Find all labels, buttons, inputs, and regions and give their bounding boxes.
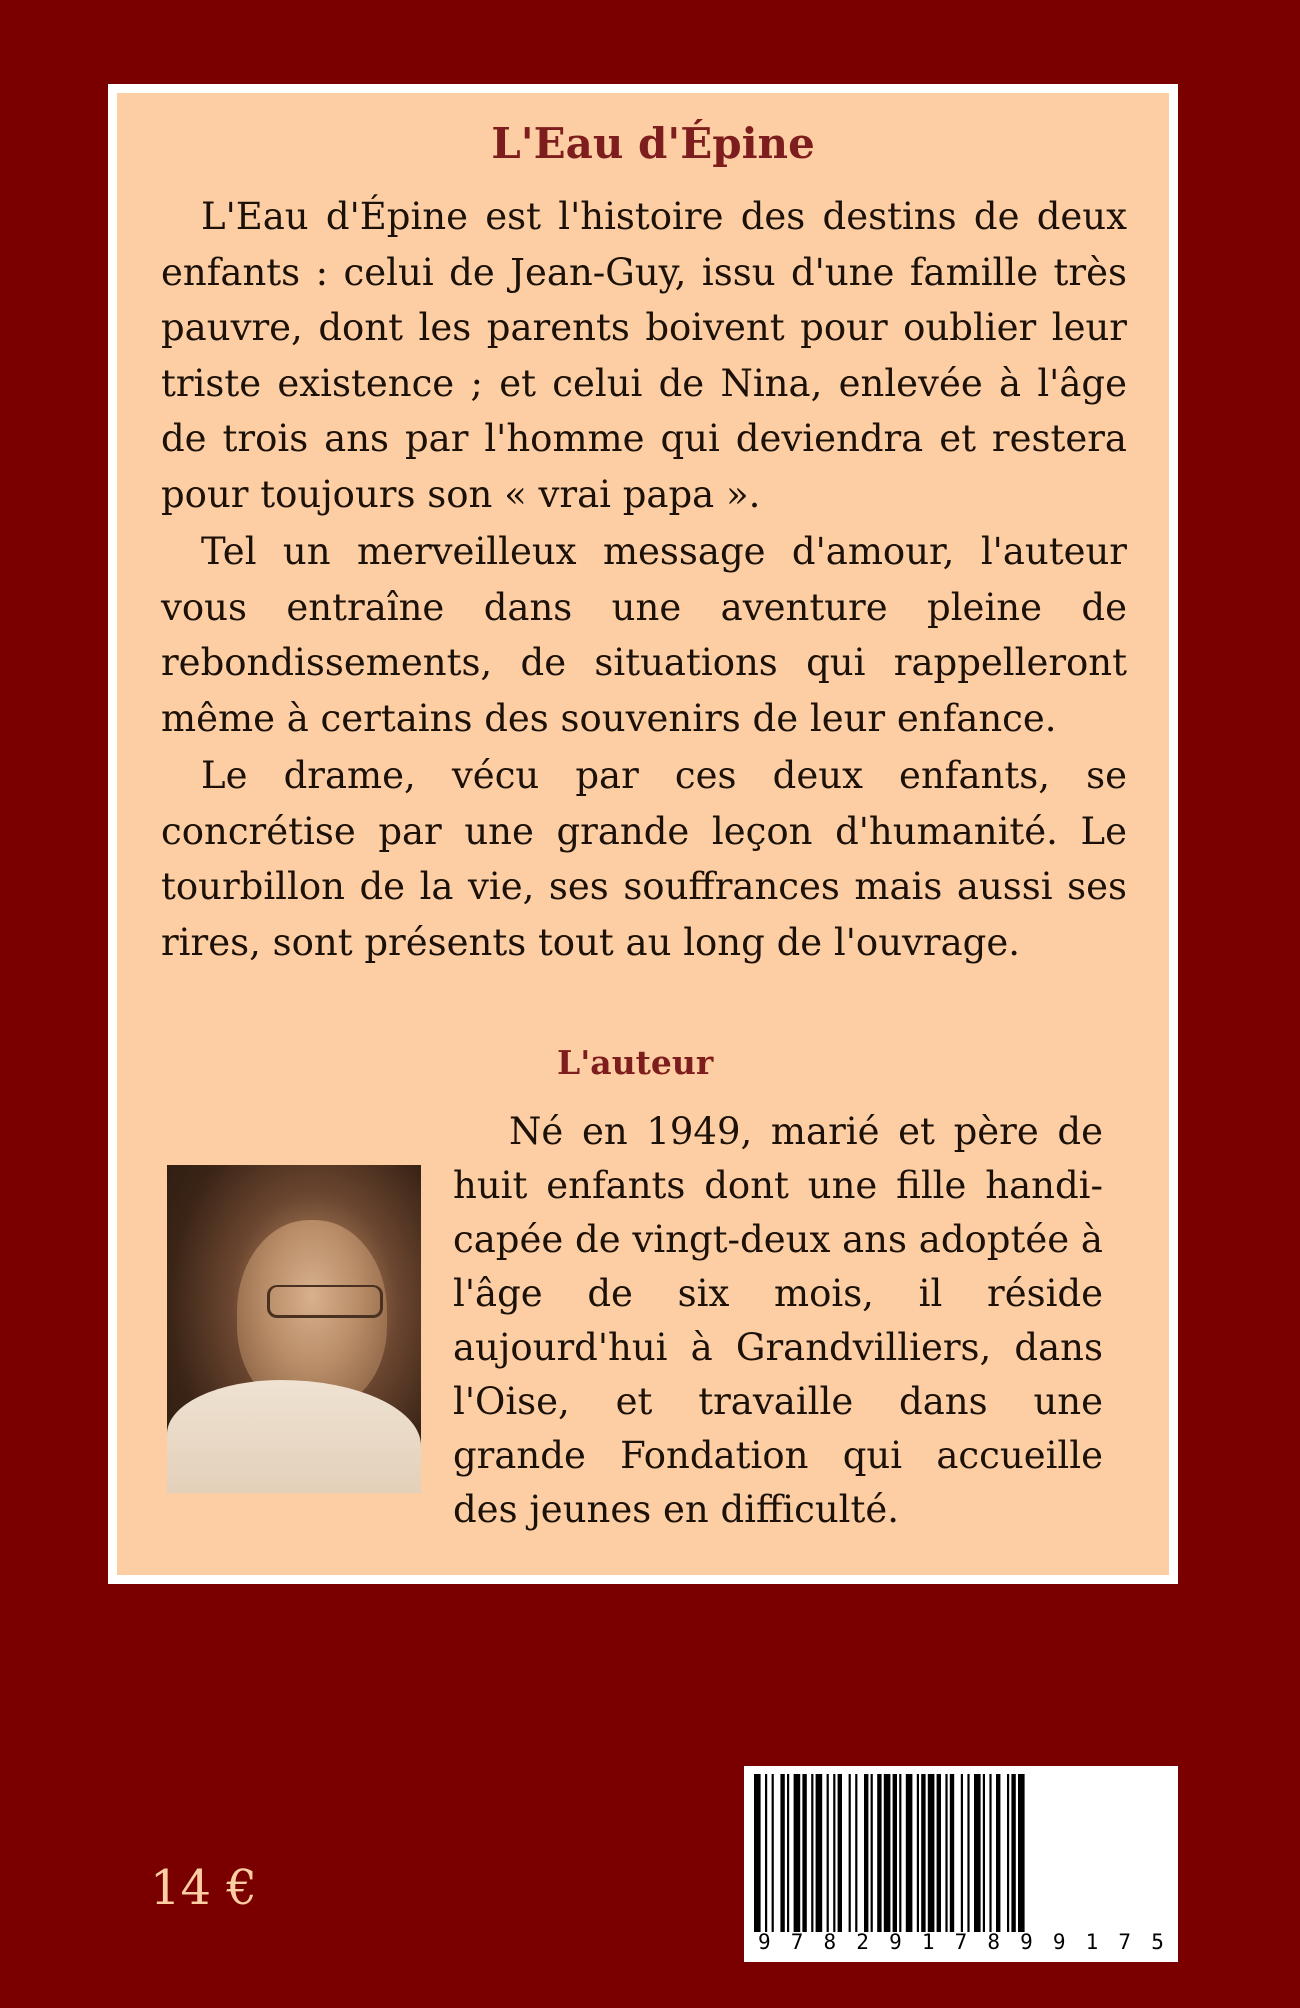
barcode-bar	[928, 1774, 935, 1932]
barcode-bar	[950, 1774, 954, 1932]
barcode-bar	[917, 1774, 919, 1932]
barcode-digit: 9	[889, 1930, 902, 1954]
barcode-digit: 8	[823, 1930, 837, 1954]
barcode-bar	[974, 1774, 981, 1932]
barcode-bar	[1011, 1774, 1015, 1932]
barcode-digit: 1	[1085, 1930, 1099, 1954]
barcode-bar	[780, 1774, 784, 1932]
author-heading: L'auteur	[557, 1043, 714, 1082]
barcode-bar	[893, 1774, 897, 1932]
barcode-digit: 2	[856, 1930, 869, 1954]
barcode-bar	[983, 1774, 985, 1932]
barcode-digit: 9	[1052, 1930, 1066, 1954]
barcode-bar	[967, 1774, 969, 1932]
barcode-bar	[754, 1774, 761, 1932]
barcode-bar	[961, 1774, 963, 1932]
barcode-bar	[899, 1774, 901, 1932]
barcode-digit: 9	[758, 1930, 771, 1954]
barcode-bar	[1018, 1774, 1025, 1932]
back-cover-panel-inner	[117, 93, 1169, 1575]
barcode-bar	[816, 1774, 823, 1932]
barcode-bar	[765, 1774, 767, 1932]
barcode-bar	[838, 1774, 842, 1932]
book-title: L'Eau d'Épine	[491, 119, 815, 168]
barcode-digit: 1	[921, 1930, 935, 1954]
barcode-digit: 7	[954, 1930, 968, 1954]
barcode-bar	[1007, 1774, 1009, 1932]
author-bio-text: Né en 1949, marié et père de huit enfants dont une fille handi-capée de vingt-deux ans adoptée à l'âge de six mois, il réside aujourd'hui à Grandvilliers, dans l'Oise, et travaille dans une grande Fondation qui accueille des jeunes en difficulté.	[453, 1110, 1103, 1531]
barcode-digit: 7	[1118, 1930, 1132, 1954]
synopsis-paragraph-1: L'Eau d'Épine est l'histoire des destins de deux enfants : celui de Jean-Guy, issu d'une famille très pauvre, dont les parents boivent pour oublier leur triste existence ; et celui de Nina, enlevée à l'âge de trois ans par l'homme qui deviendra et restera pour toujours son « vrai papa ».	[161, 195, 1127, 516]
barcode-bar	[921, 1774, 925, 1932]
barcode-bar	[877, 1774, 881, 1932]
synopsis-paragraph-2: Tel un merveilleux message d'amour, l'auteur vous entraîne dans une aventure pleine de rebondissements, de situations qui rappelleront même à certains des souvenirs de leur enfance.	[161, 530, 1127, 740]
barcode-bar	[871, 1774, 873, 1932]
author-photo-glasses	[267, 1285, 383, 1318]
barcode-digit: 9	[1020, 1930, 1033, 1954]
barcode-bar	[906, 1774, 913, 1932]
barcode-bar	[937, 1774, 941, 1932]
barcode-bar	[833, 1774, 835, 1932]
author-bio	[453, 1105, 1103, 1537]
barcode-bar	[794, 1774, 801, 1932]
barcode-digit: 5	[1151, 1930, 1164, 1954]
price: 14 €	[150, 1860, 257, 1916]
barcode-bar	[787, 1774, 789, 1932]
barcode-digits	[744, 1930, 1178, 1960]
barcode-bar	[772, 1774, 774, 1932]
author-photo-shirt	[167, 1380, 421, 1493]
barcode-bar	[802, 1774, 806, 1932]
barcode-bar	[827, 1774, 829, 1932]
barcode-bar	[855, 1774, 857, 1932]
synopsis-paragraph-3: Le drame, vécu par ces deux enfants, se concrétise par une grande leçon d'humanité. Le tourbillon de la vie, ses souffrances mais aussi ses rires, sont présents tout au long de l'ouvrage.	[161, 754, 1127, 964]
barcode-bar	[945, 1774, 947, 1932]
isbn-barcode	[744, 1766, 1178, 1962]
barcode-bar	[811, 1774, 813, 1932]
barcode-bar	[849, 1774, 851, 1932]
barcode-bar	[989, 1774, 991, 1932]
author-photo	[167, 1165, 421, 1493]
barcode-bar	[996, 1774, 1000, 1932]
barcode-bar	[884, 1774, 891, 1932]
barcode-digit: 8	[987, 1930, 1001, 1954]
barcode-digit: 7	[790, 1930, 804, 1954]
synopsis	[161, 189, 1127, 972]
back-cover-panel	[108, 84, 1178, 1584]
barcode-bar	[864, 1774, 868, 1932]
